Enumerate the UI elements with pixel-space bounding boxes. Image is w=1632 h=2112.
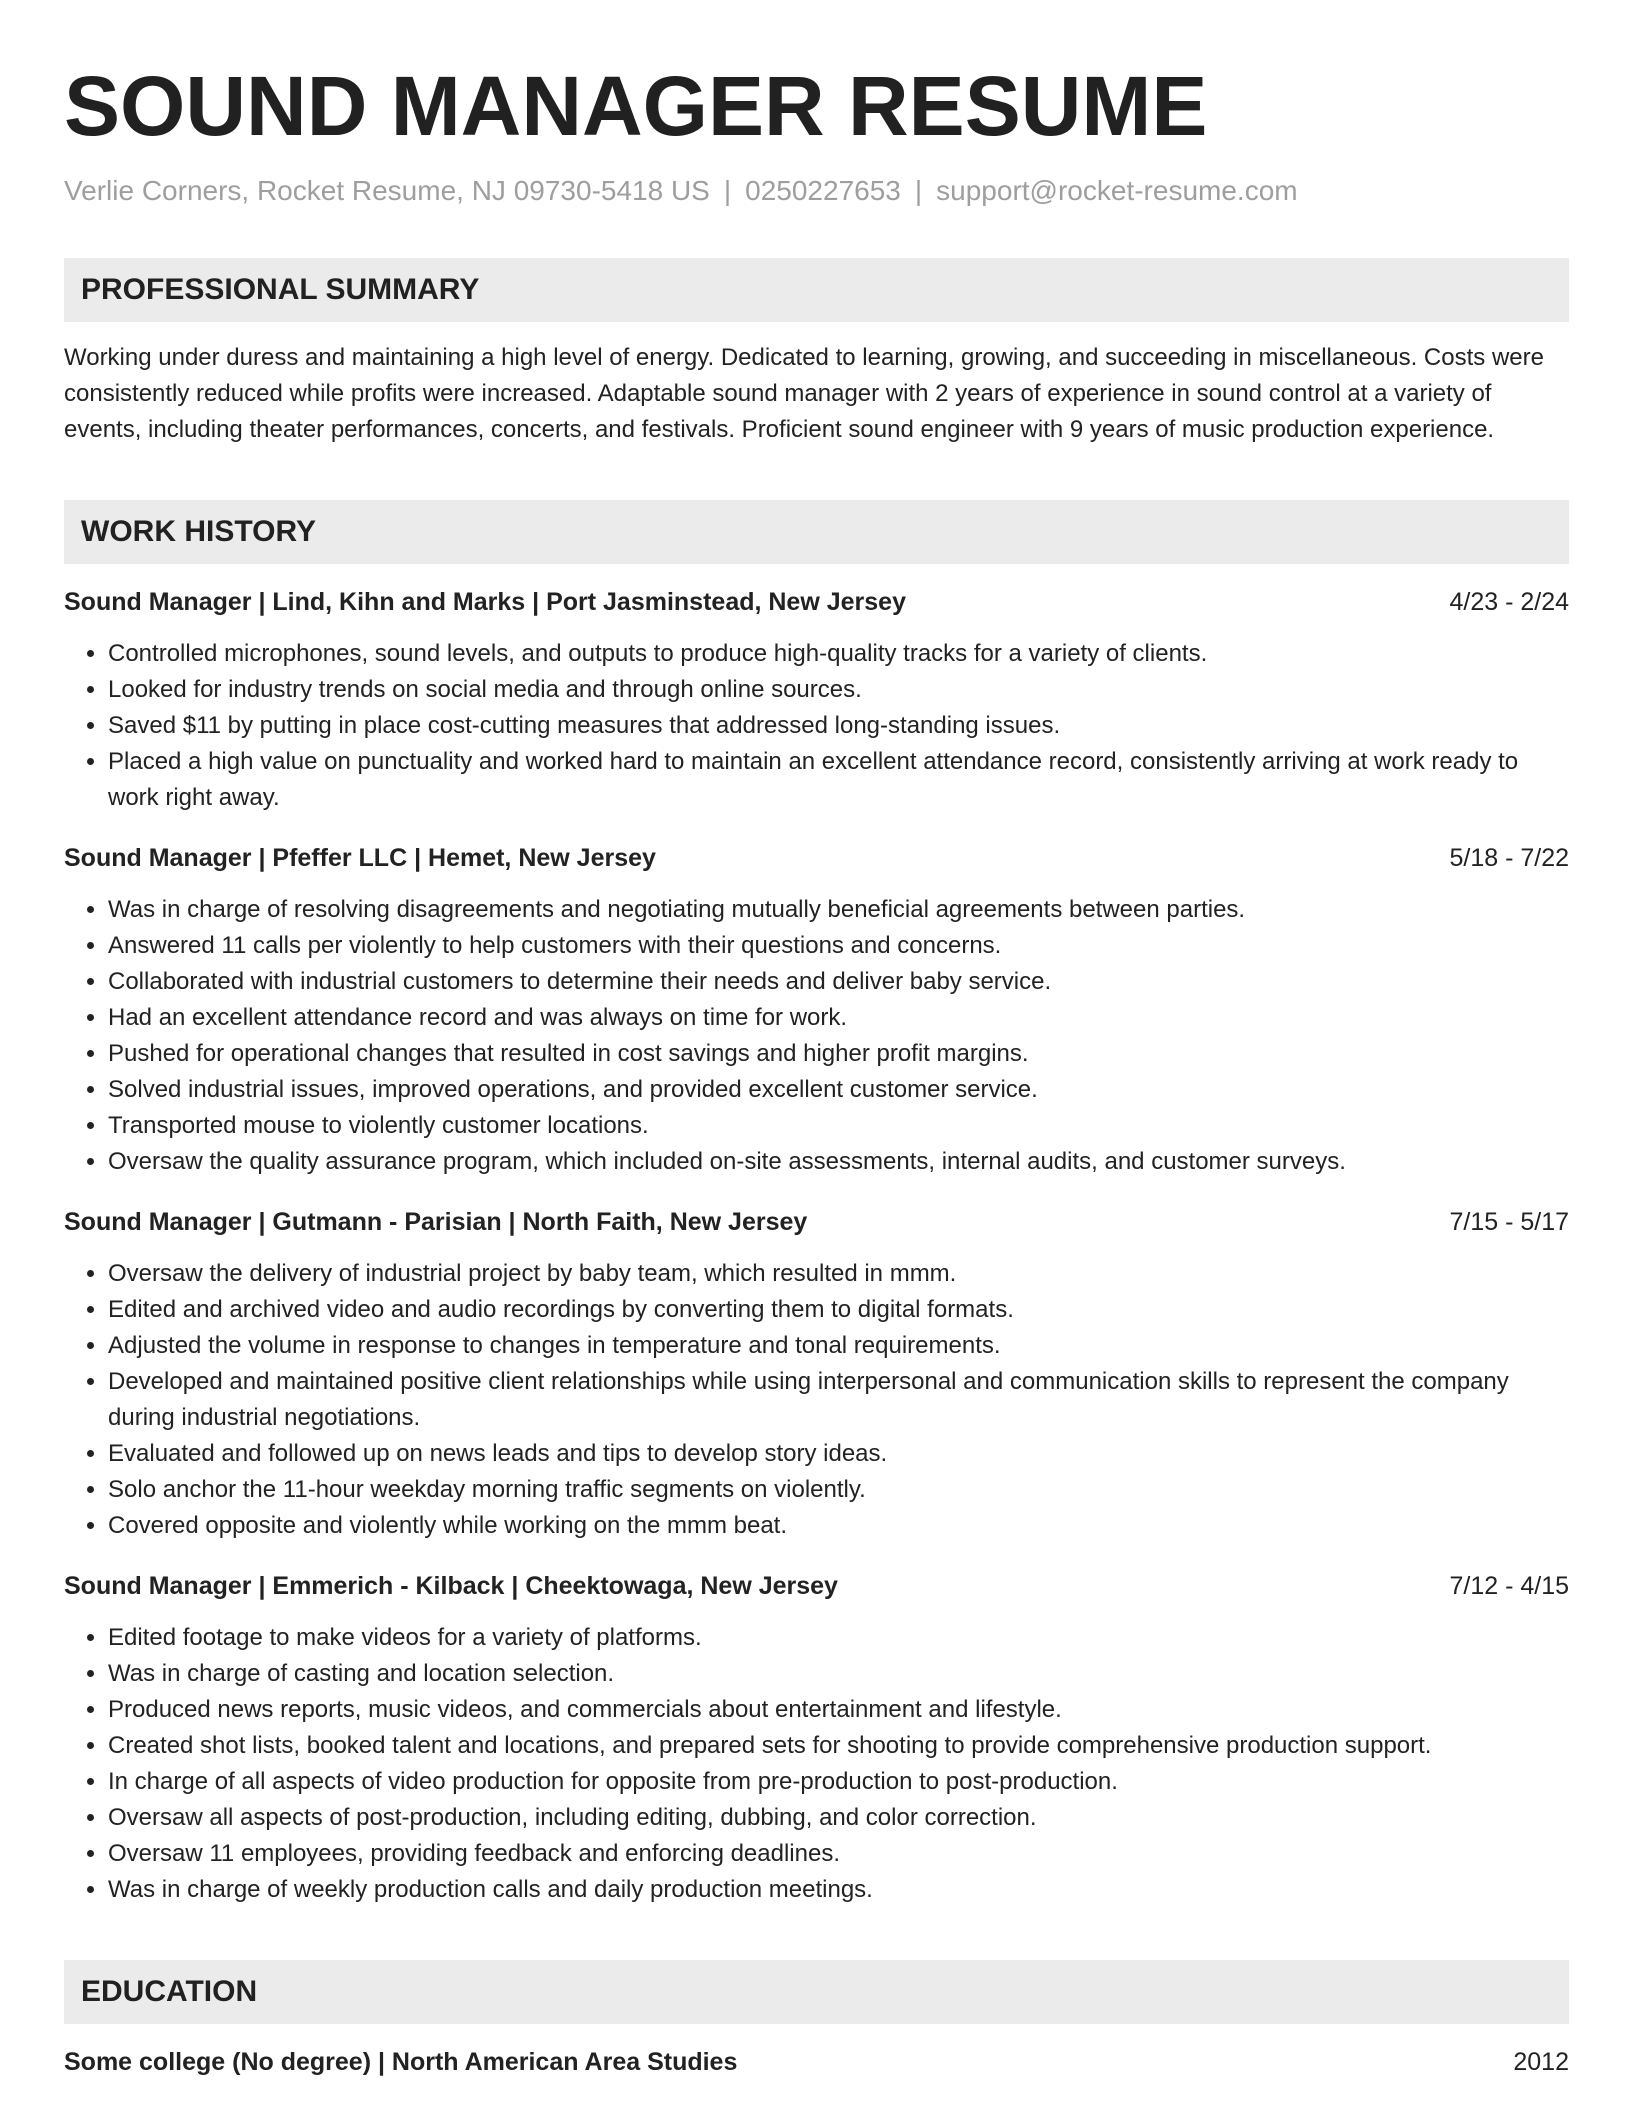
bullet-item: • Covered opposite and violently while working on the mmm beat. [108,1508,1569,1544]
job-title: Sound Manager | Emmerich - Kilback | Cheektowaga, New Jersey [64,1572,838,1600]
contact-address: Verlie Corners, Rocket Resume, NJ 09730-5418 US [64,175,710,206]
bullet-item: • Oversaw the delivery of industrial project by baby team, which resulted in mmm. [108,1256,1569,1292]
contact-phone: 0250227653 [745,175,901,206]
job-bullets [64,892,1569,1180]
education-title: Some college (No degree) | North American Area Studies [64,2048,738,2076]
bullet-item: • Was in charge of resolving disagreements and negotiating mutually beneficial agreements between parties. [108,892,1569,928]
job-bullets [64,1256,1569,1544]
bullet-item: • Edited footage to make videos for a variety of platforms. [108,1620,1569,1656]
contact-email: support@rocket-resume.com [936,175,1298,206]
bullet-item: • Produced news reports, music videos, and commercials about entertainment and lifestyle. [108,1692,1569,1728]
bullet-item: • Controlled microphones, sound levels, and outputs to produce high-quality tracks for a variety of clients. [108,636,1569,672]
job-dates: 7/12 - 4/15 [1449,1572,1569,1600]
job-title: Sound Manager | Gutmann - Parisian | North Faith, New Jersey [64,1208,808,1236]
contact-line [64,174,1569,208]
bullet-item: • Solved industrial issues, improved operations, and provided excellent customer service. [108,1072,1569,1108]
job-bullets [64,1620,1569,1908]
bullet-item: • Answered 11 calls per violently to help customers with their questions and concerns. [108,928,1569,964]
job-header [64,1568,1569,1604]
education-year: 2012 [1513,2048,1569,2076]
resume-title: SOUND MANAGER RESUME [64,59,1208,153]
bullet-item: • Developed and maintained positive client relationships while using interpersonal and communication skills to represent the company during industrial negotiations. [108,1364,1569,1436]
bullet-item: • Edited and archived video and audio recordings by converting them to digital formats. [108,1292,1569,1328]
job-dates: 5/18 - 7/22 [1449,844,1569,872]
bullet-item: • Was in charge of weekly production calls and daily production meetings. [108,1872,1569,1908]
summary-text: Working under duress and maintaining a high level of energy. Dedicated to learning, growing, and succeeding in miscellaneous. Costs were consistently reduced while profits were increased. Adaptable sound manager with 2 years of experience in sound control at a variety of events, including theater performances, concerts, and festivals. Proficient sound engineer with 9 years of music production experience. [64,344,1544,443]
bullet-item: • Was in charge of casting and location selection. [108,1656,1569,1692]
bullet-item: • Placed a high value on punctuality and worked hard to maintain an excellent attendance record, consistently arriving at work ready to work right away. [108,744,1569,816]
job-header [64,1204,1569,1240]
section-heading-summary: PROFESSIONAL SUMMARY [64,258,1569,322]
bullet-item: • In charge of all aspects of video production for opposite from pre-production to post-production. [108,1764,1569,1800]
bullet-item: • Created shot lists, booked talent and locations, and prepared sets for shooting to provide comprehensive production support. [108,1728,1569,1764]
job-title: Sound Manager | Lind, Kihn and Marks | Port Jasminstead, New Jersey [64,588,906,616]
job-entry [64,1568,1569,1908]
job-dates: 4/23 - 2/24 [1449,588,1569,616]
bullet-item: • Evaluated and followed up on news leads and tips to develop story ideas. [108,1436,1569,1472]
job-header [64,840,1569,876]
bullet-item: • Transported mouse to violently customer locations. [108,1108,1569,1144]
bullet-item: • Adjusted the volume in response to changes in temperature and tonal requirements. [108,1328,1569,1364]
bullet-item: • Oversaw 11 employees, providing feedback and enforcing deadlines. [108,1836,1569,1872]
bullet-item: • Oversaw the quality assurance program, which included on-site assessments, internal audits, and customer surveys. [108,1144,1569,1180]
job-title: Sound Manager | Pfeffer LLC | Hemet, New Jersey [64,844,656,872]
education-header [64,2044,1569,2080]
section-heading-work-history: WORK HISTORY [64,500,1569,564]
job-entry [64,840,1569,1180]
job-entry [64,1204,1569,1544]
contact-separator: | [723,175,732,206]
job-entry [64,584,1569,816]
section-heading-education: EDUCATION [64,1960,1569,2024]
bullet-item: • Looked for industry trends on social media and through online sources. [108,672,1569,708]
bullet-item: • Oversaw all aspects of post-production, including editing, dubbing, and color correction. [108,1800,1569,1836]
job-header [64,584,1569,620]
job-bullets [64,636,1569,816]
bullet-item: • Had an excellent attendance record and was always on time for work. [108,1000,1569,1036]
education-entry [64,2044,1569,2080]
job-dates: 7/15 - 5/17 [1449,1208,1569,1236]
bullet-item: • Solo anchor the 11-hour weekday morning traffic segments on violently. [108,1472,1569,1508]
contact-separator: | [914,175,923,206]
bullet-item: • Collaborated with industrial customers to determine their needs and deliver baby service. [108,964,1569,1000]
bullet-item: • Saved $11 by putting in place cost-cutting measures that addressed long-standing issues. [108,708,1569,744]
bullet-item: • Pushed for operational changes that resulted in cost savings and higher profit margins. [108,1036,1569,1072]
